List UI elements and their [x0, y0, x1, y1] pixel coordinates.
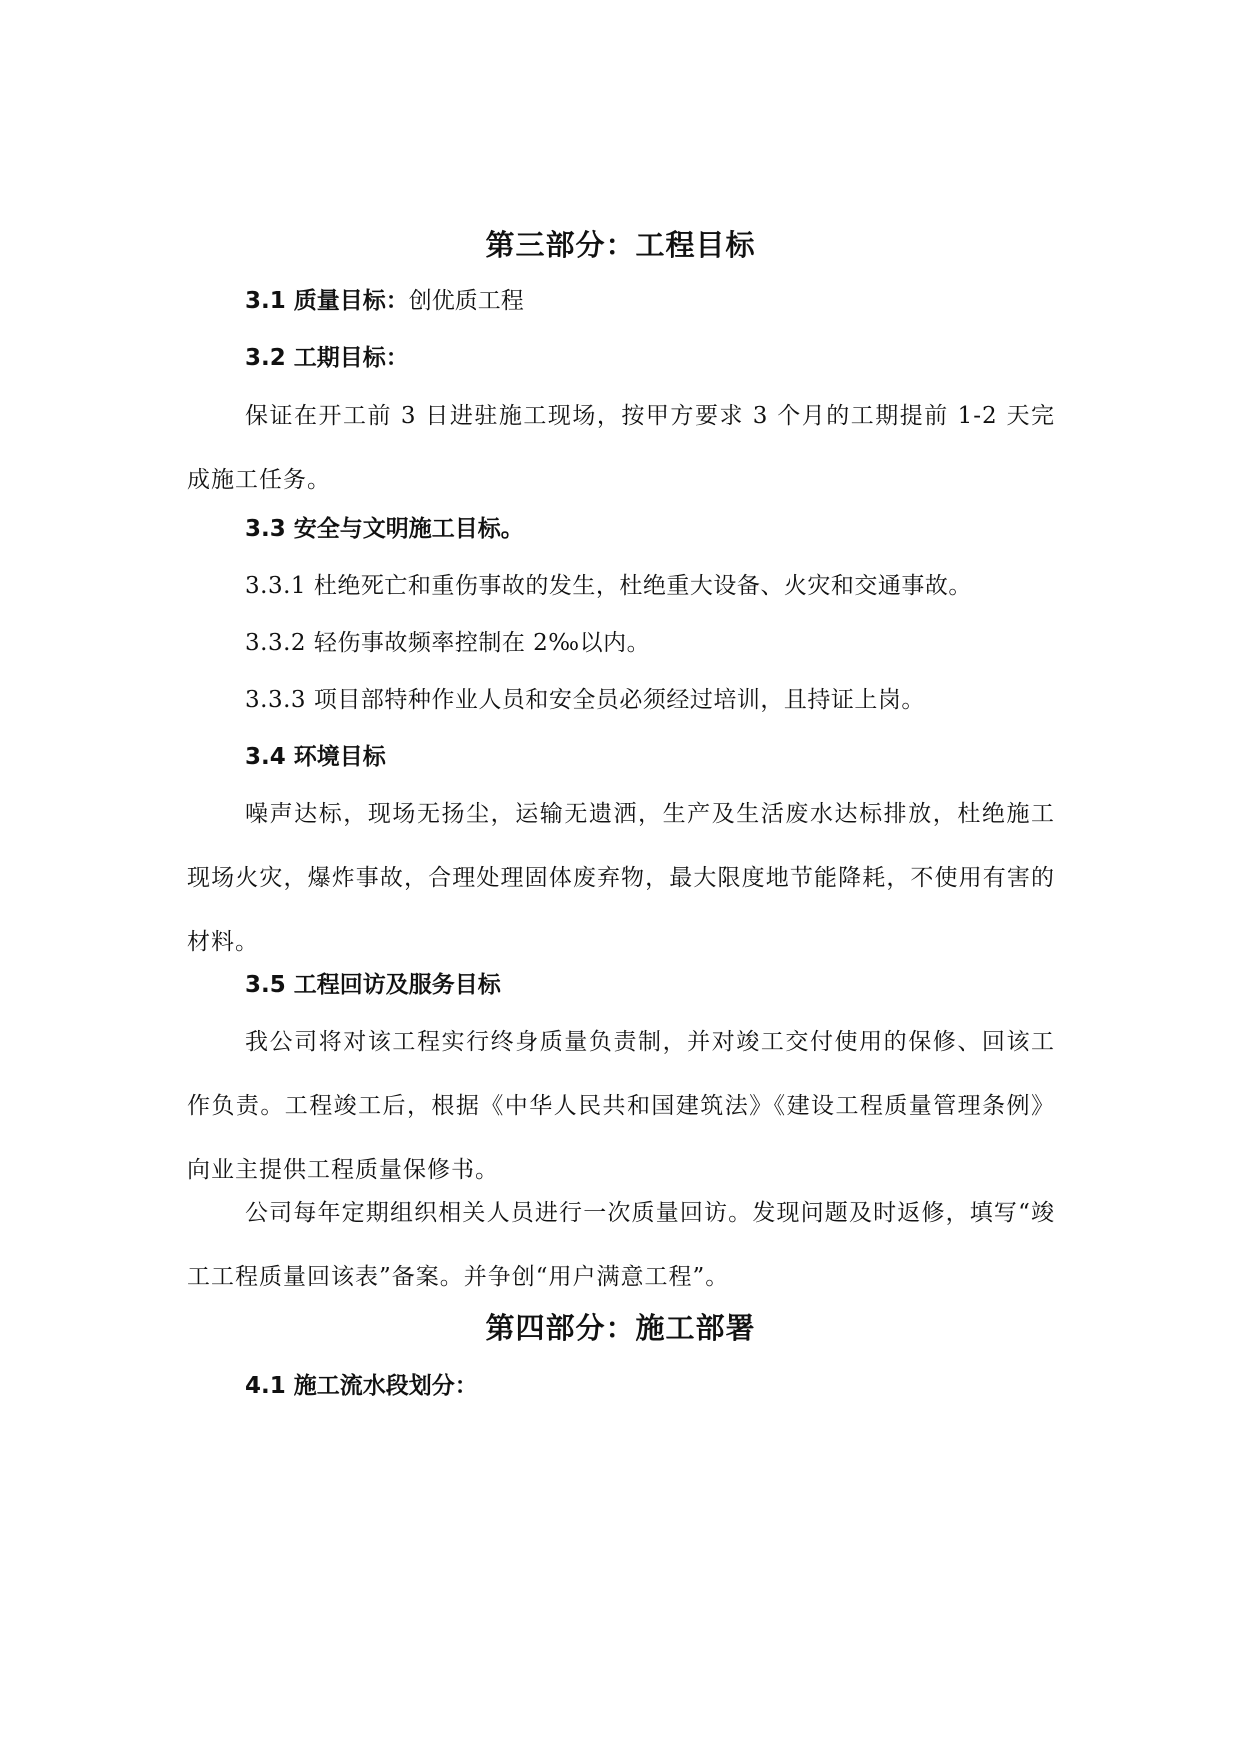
section-3-2-heading: 3.2 工期目标：	[245, 345, 409, 371]
section-3-5-paragraph-1: 我公司将对该工程实行终身质量负责制，并对竣工交付使用的保修、回该工作负责。工程竣工后，根据《中华人民共和国建筑法》《建设工程质量管理条例》向业主提供工程质量保修书。	[187, 1029, 1055, 1183]
item-3-3-2: 3.3.2 轻伤事故频率控制在 2‰以内。	[245, 630, 651, 656]
item-3-3-1: 3.3.1 杜绝死亡和重伤事故的发生，杜绝重大设备、火灾和交通事故。	[245, 573, 972, 599]
part3-title: 第三部分：工程目标	[485, 228, 756, 262]
section-3-2-paragraph: 保证在开工前 3 日进驻施工现场，按甲方要求 3 个月的工期提前 1-2 天完成施工任务。	[187, 403, 1055, 493]
section-3-4-paragraph: 噪声达标，现场无扬尘，运输无遗洒，生产及生活废水达标排放，杜绝施工现场火灾，爆炸事故，合理处理固体废弃物，最大限度地节能降耗，不使用有害的材料。	[187, 801, 1055, 955]
section-3-1-label: 3.1 质量目标：	[245, 288, 409, 314]
section-4-1-heading: 4.1 施工流水段划分：	[245, 1373, 478, 1399]
section-3-5-paragraph-2: 公司每年定期组织相关人员进行一次质量回访。发现问题及时返修，填写“竣工工程质量回该表”备案。并争创“用户满意工程”。	[187, 1200, 1055, 1290]
section-3-3-heading: 3.3 安全与文明施工目标。	[245, 516, 524, 542]
section-3-1	[245, 285, 524, 317]
section-3-1-value: 创优质工程	[408, 288, 524, 314]
section-3-5-heading: 3.5 工程回访及服务目标	[245, 972, 501, 998]
part4-title: 第四部分：施工部署	[485, 1311, 756, 1345]
section-3-4-heading: 3.4 环境目标	[245, 744, 386, 770]
item-3-3-3: 3.3.3 项目部特种作业人员和安全员必须经过培训，且持证上岗。	[245, 687, 925, 713]
